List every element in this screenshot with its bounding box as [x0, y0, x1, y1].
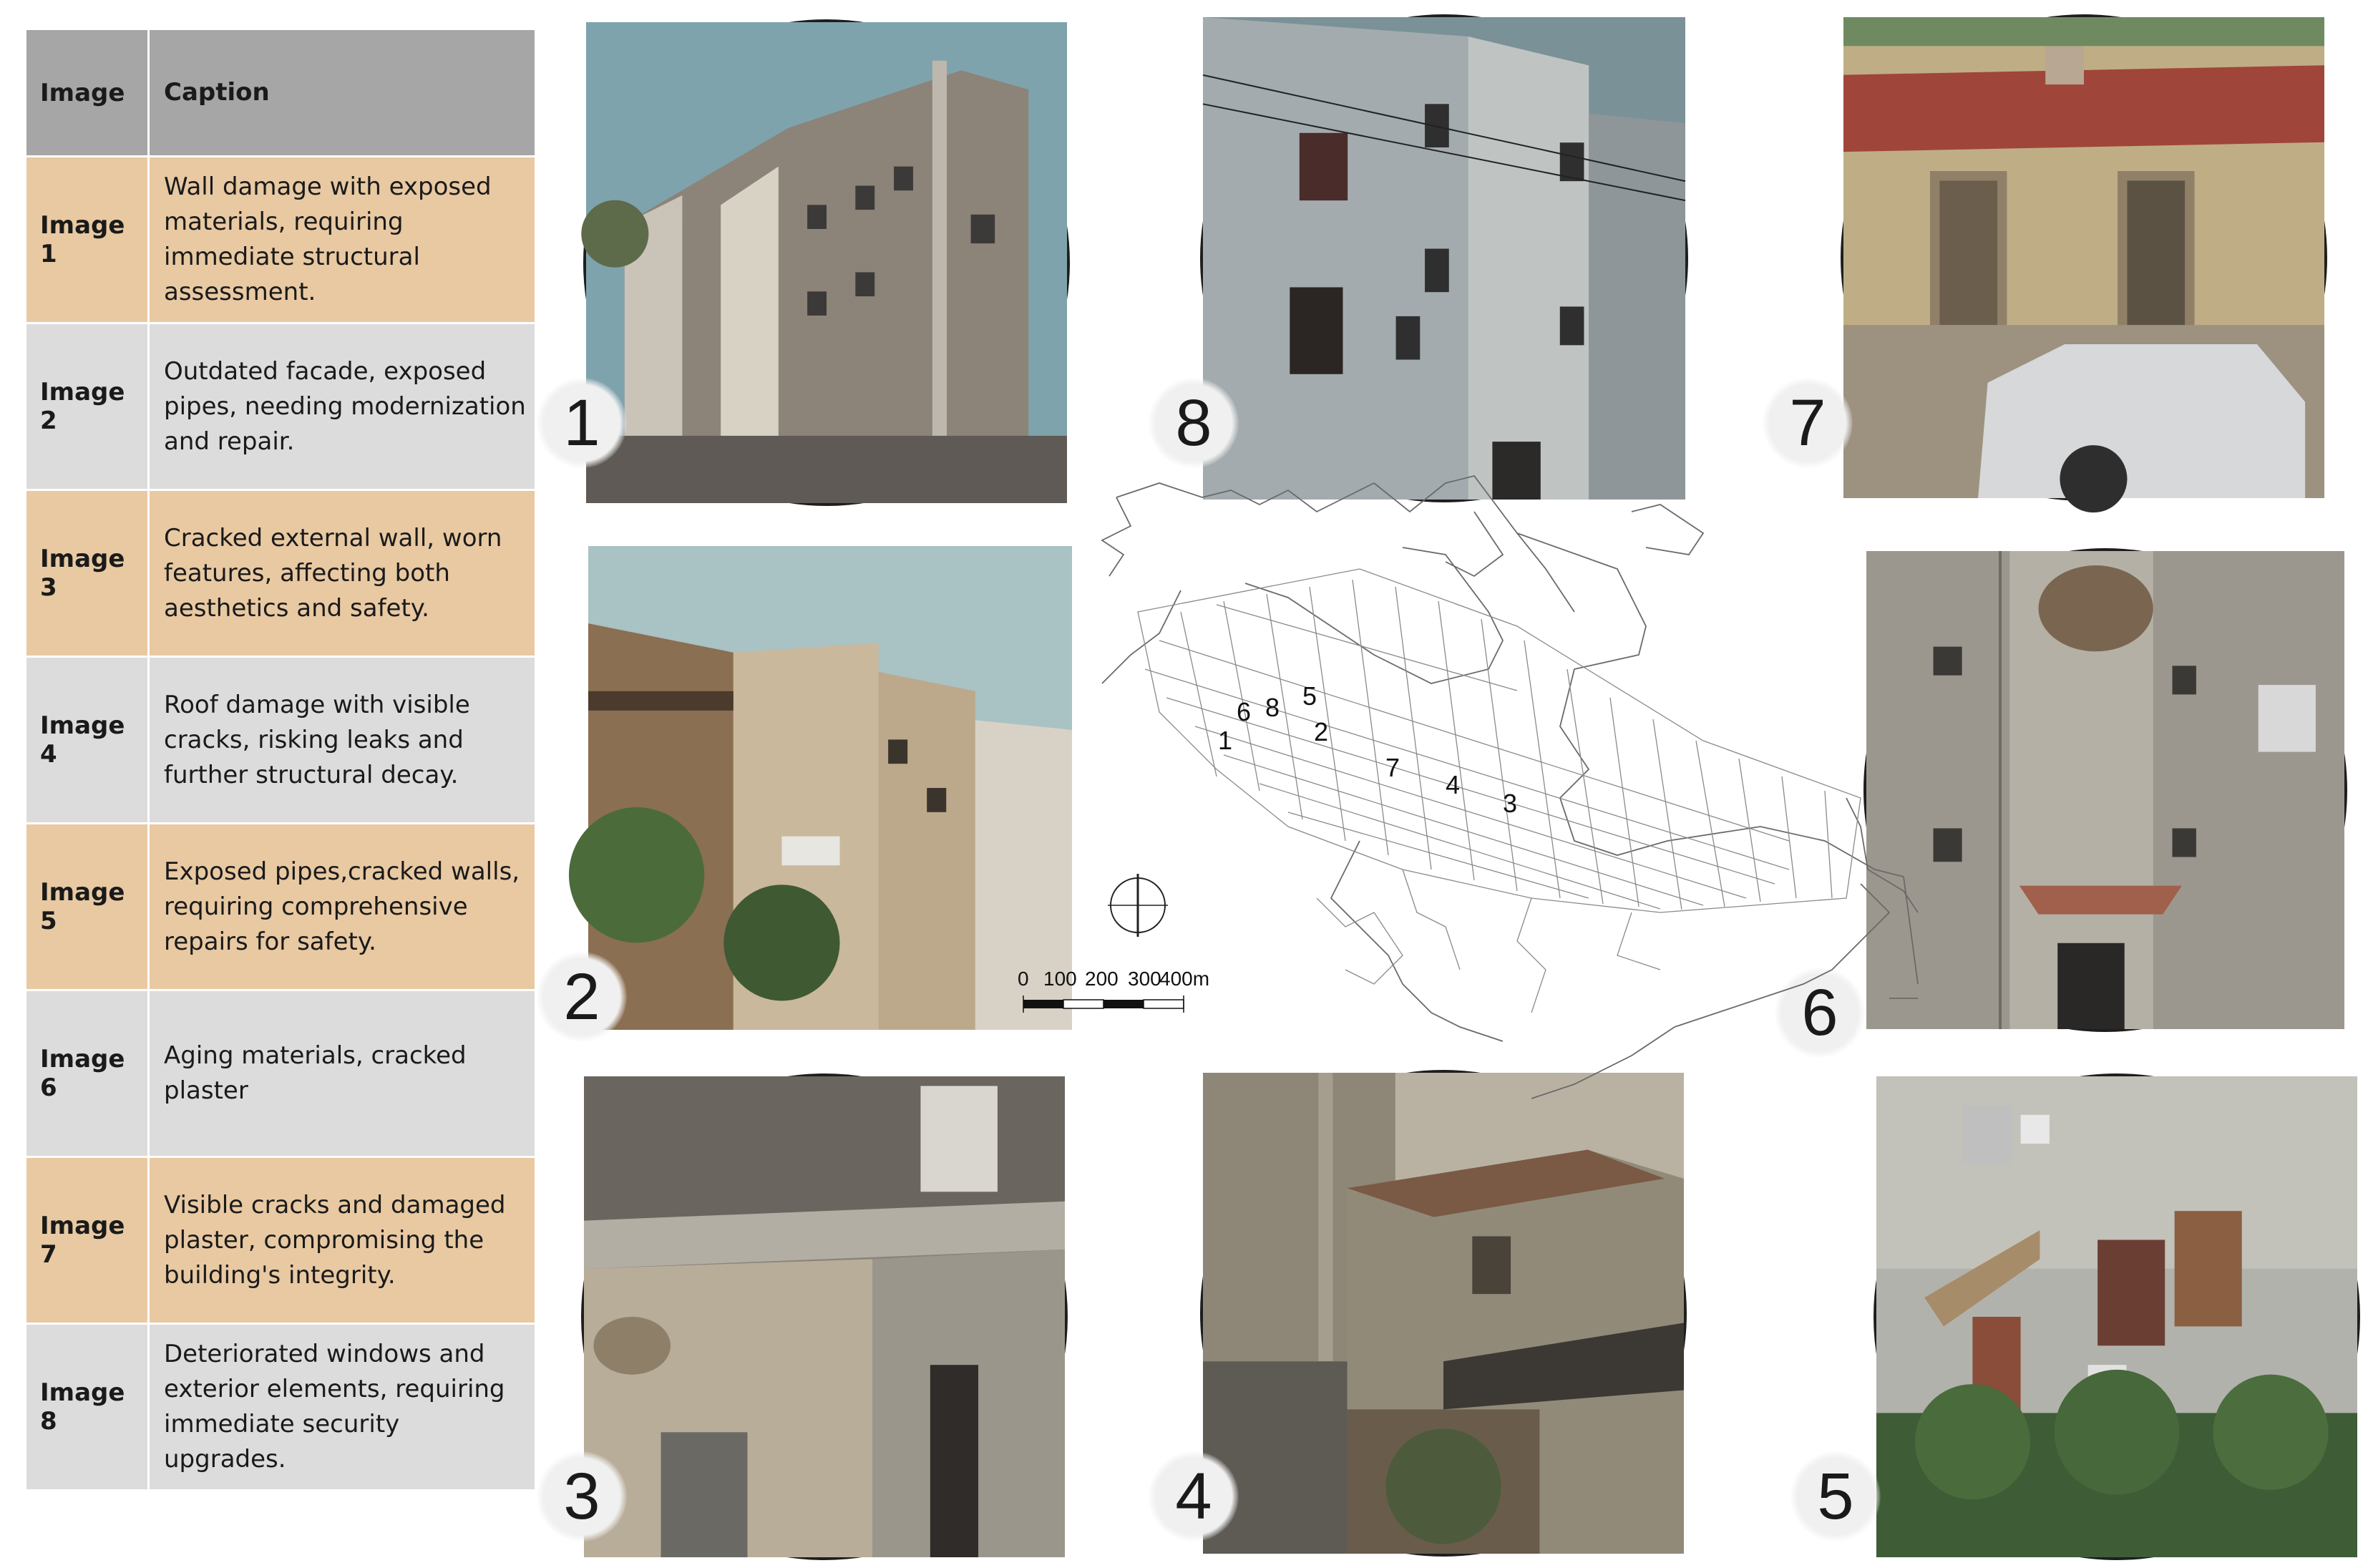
scale-label: 200 [1085, 968, 1119, 990]
photo-number-6: 6 [1775, 968, 1865, 1058]
map-marker-4: 4 [1446, 770, 1461, 799]
row-caption: Aging materials, cracked plaster [164, 1041, 467, 1105]
row-image-label: Image 6 [26, 991, 150, 1156]
photo-8 [1200, 14, 1688, 502]
photo-3 [581, 1073, 1068, 1560]
row-caption: Roof damage with visible cracks, risking leaks and further structural decay. [164, 690, 470, 789]
photo-4 [1200, 1070, 1687, 1557]
header-caption: Caption [164, 78, 270, 107]
scale-label: 0 [1018, 968, 1029, 990]
table-row [26, 822, 535, 989]
table-row [26, 322, 535, 489]
map-marker-8: 8 [1265, 693, 1280, 722]
row-image-label: Image 1 [26, 157, 150, 322]
scale-label: 100 [1043, 968, 1077, 990]
row-image-label: Image 5 [26, 824, 150, 989]
row-caption: Wall damage with exposed materials, requiring immediate structural assessment. [164, 172, 492, 306]
header-image: Image [26, 30, 150, 155]
table-row [26, 1156, 535, 1323]
map-marker-1: 1 [1218, 726, 1233, 755]
map-marker-2: 2 [1314, 717, 1329, 746]
row-caption: Outdated facade, exposed pipes, needing modernization and repair. [164, 356, 526, 456]
photo-number-7: 7 [1763, 378, 1853, 468]
scale-label: 300 [1128, 968, 1161, 990]
table-row [26, 656, 535, 822]
photo-number-1: 1 [537, 378, 627, 468]
map-marker-6: 6 [1237, 697, 1252, 726]
row-caption: Cracked external wall, worn features, affecting both aesthetics and safety. [164, 523, 502, 623]
table-row [26, 155, 535, 322]
row-image-label: Image 3 [26, 491, 150, 656]
map-marker-5: 5 [1302, 681, 1317, 711]
map-markers [1218, 681, 1517, 818]
photo-1 [583, 19, 1070, 506]
row-caption: Exposed pipes,cracked walls, requiring comprehensive repairs for safety. [164, 857, 520, 956]
table-row [26, 489, 535, 656]
photo-number-5: 5 [1790, 1451, 1881, 1542]
photo-7 [1841, 14, 2327, 501]
scale-label: 400m [1159, 968, 1210, 990]
row-image-label: Image 4 [26, 658, 150, 822]
map-marker-7: 7 [1385, 753, 1400, 782]
photo-6 [1863, 548, 2347, 1032]
table-row [26, 989, 535, 1156]
row-caption: Deteriorated windows and exterior elements, requiring immediate security upgrades. [164, 1340, 505, 1474]
photo-number-3: 3 [537, 1451, 627, 1542]
city-map [1018, 469, 1918, 1113]
photo-number-2: 2 [537, 952, 627, 1042]
table-header [26, 30, 535, 155]
photo-number-4: 4 [1149, 1451, 1239, 1542]
row-image-label: Image 8 [26, 1325, 150, 1489]
caption-table [26, 30, 535, 1489]
table-row [26, 1323, 535, 1489]
photo-2 [588, 546, 1072, 1030]
north-arrow-icon [1108, 874, 1168, 937]
row-image-label: Image 2 [26, 324, 150, 489]
photo-5 [1874, 1073, 2360, 1560]
row-caption: Visible cracks and damaged plaster, compromising the building's integrity. [164, 1190, 506, 1290]
row-image-label: Image 7 [26, 1158, 150, 1323]
map-marker-3: 3 [1503, 789, 1518, 818]
photo-number-8: 8 [1149, 378, 1239, 468]
